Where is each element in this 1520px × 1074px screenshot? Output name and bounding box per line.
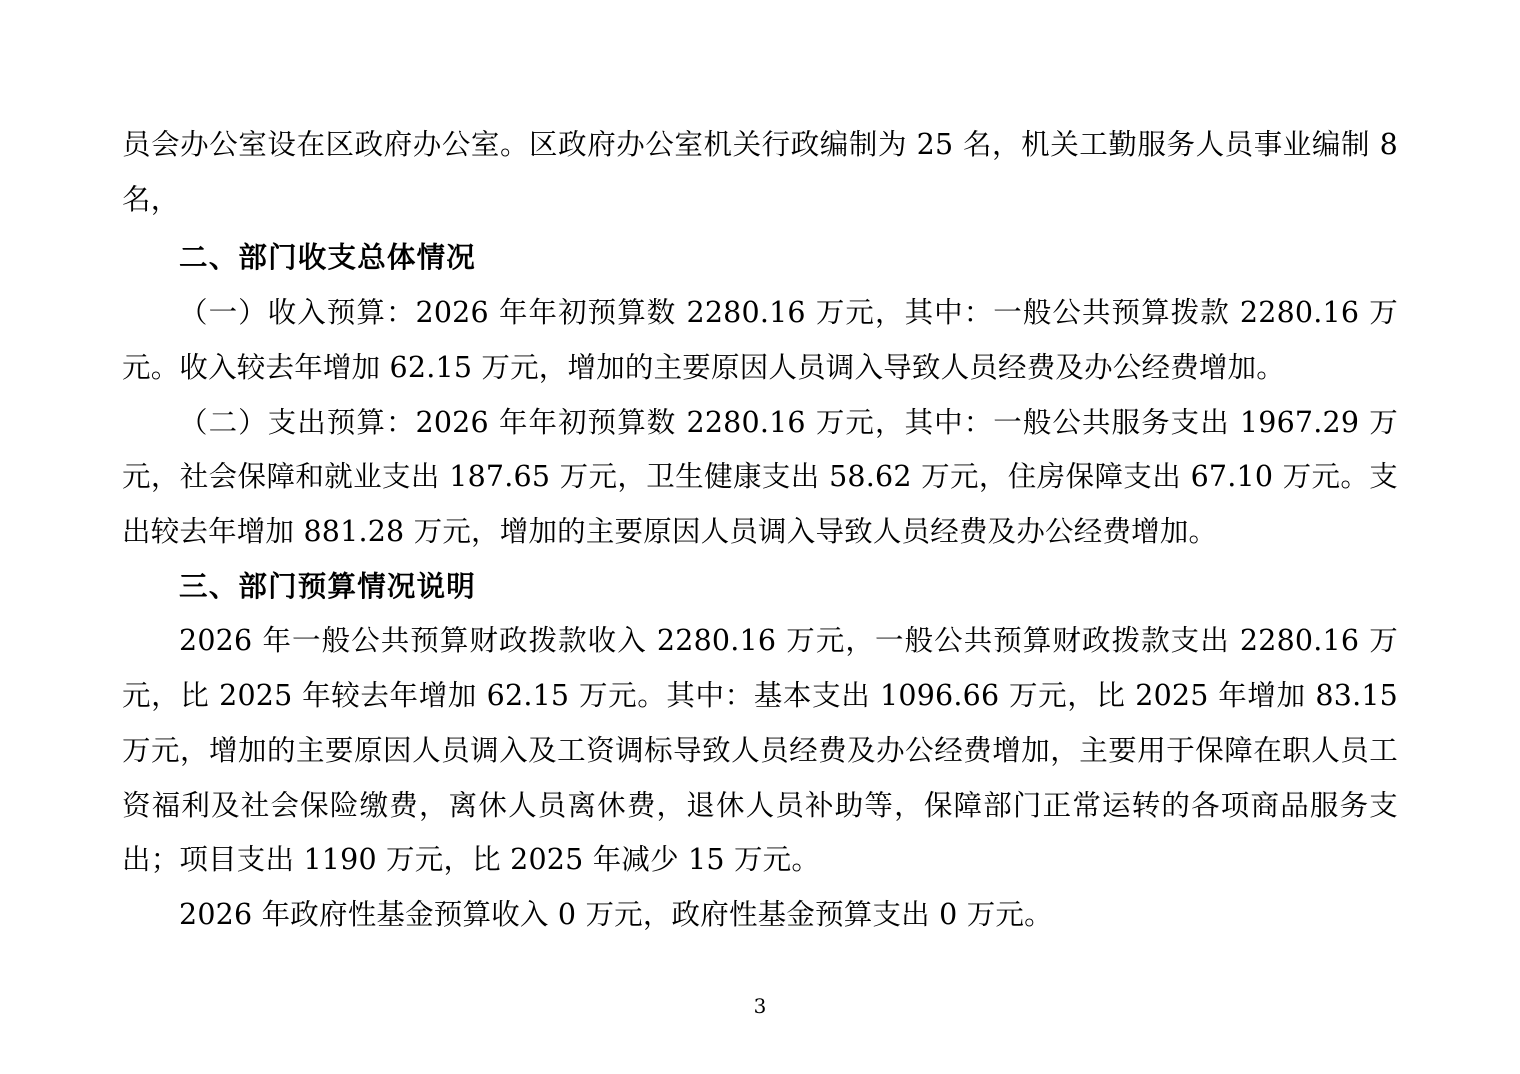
- paragraph-government-fund: 2026 年政府性基金预算收入 0 万元，政府性基金预算支出 0 万元。: [179, 898, 1053, 932]
- section-heading-two: 二、部门收支总体情况: [179, 241, 477, 275]
- paragraph-income-budget: （一）收入预算：2026 年年初预算数 2280.16 万元，其中：一般公共预算拨款 2280.16 万元。收入较去年增加 62.15 万元，增加的主要原因人员调入导致人员经费及办公经费增加。: [122, 296, 1398, 384]
- paragraph-intro: 员会办公室设在区政府办公室。区政府办公室机关行政编制为 25 名，机关工勤服务人员事业编制 8 名，: [122, 128, 1398, 216]
- paragraph-budget-explanation: 2026 年一般公共预算财政拨款收入 2280.16 万元，一般公共预算财政拨款支出 2280.16 万元，比 2025 年较去年增加 62.15 万元。其中：基本支出 1096.66 万元，比 2025 年增加 83.15 万元，增加的主要原因人员调入及工资调标导致人员经费及办公经费增加，主要用于保障在职人员工资福利及社会保险缴费，离休人员离休费，退休人员补助等，保障部门正常运转的各项商品服务支出；项目支出 1190 万元，比 2025 年减少 15 万元。: [122, 624, 1398, 877]
- section-heading-three: 三、部门预算情况说明: [179, 569, 477, 603]
- paragraph-expenditure-budget: （二）支出预算：2026 年年初预算数 2280.16 万元，其中：一般公共服务支出 1967.29 万元，社会保障和就业支出 187.65 万元，卫生健康支出 58.62 万元，住房保障支出 67.10 万元。支出较去年增加 881.28 万元，增加的主要原因人员调入导致人员经费及办公经费增加。: [122, 405, 1398, 549]
- page-number: 3: [753, 994, 767, 1018]
